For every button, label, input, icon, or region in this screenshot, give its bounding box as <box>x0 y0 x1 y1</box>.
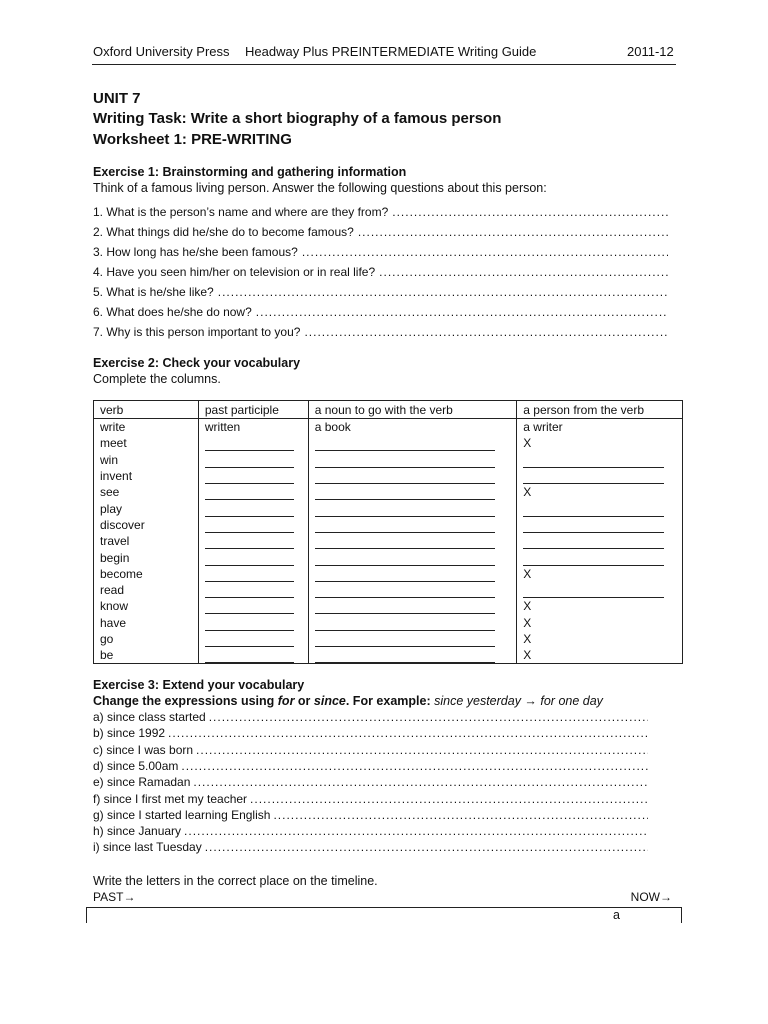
blank-line[interactable] <box>205 586 294 598</box>
cell-noun[interactable] <box>308 598 517 614</box>
answer-line[interactable] <box>256 305 668 319</box>
cell-noun[interactable] <box>308 615 517 631</box>
blank-line[interactable] <box>205 505 294 517</box>
expression-text: a) since class started <box>93 710 206 724</box>
cell-verb: win <box>94 452 199 468</box>
table-row <box>94 582 683 598</box>
table-row <box>94 631 683 647</box>
cell-pp[interactable] <box>198 533 308 549</box>
keyword-for: for <box>277 694 295 708</box>
header-year: 2011-12 <box>627 44 674 59</box>
table-row <box>94 647 683 664</box>
exercise-1-title: Exercise 1: Brainstorming and gathering information <box>93 165 407 179</box>
column-header-verb: verb <box>94 401 199 419</box>
cell-verb: write <box>94 419 199 436</box>
writing-task-title: Writing Task: Write a short biography of a famous person <box>93 110 502 127</box>
cell-noun[interactable] <box>308 452 517 468</box>
cell-pp[interactable] <box>198 468 308 484</box>
cell-noun[interactable] <box>308 435 517 451</box>
question-text: 5. What is he/she like? <box>93 285 214 299</box>
expression-item <box>93 759 648 773</box>
expression-item <box>93 775 648 789</box>
question-2 <box>93 225 668 239</box>
timeline-instruction: Write the letters in the correct place on the timeline. <box>93 874 378 888</box>
blank-line[interactable] <box>205 472 294 484</box>
question-text: 2. What things did he/she do to become famous? <box>93 225 354 239</box>
expression-item <box>93 792 648 806</box>
table-row <box>94 549 683 565</box>
header-divider <box>92 64 676 65</box>
blank-line[interactable] <box>205 554 294 566</box>
cell-person: a writer <box>517 419 683 436</box>
blank-line[interactable] <box>315 521 495 533</box>
question-3 <box>93 245 668 259</box>
blank-line[interactable] <box>205 651 294 663</box>
cell-pp[interactable] <box>198 500 308 516</box>
cell-person[interactable] <box>517 582 683 598</box>
cell-person: X <box>517 566 683 582</box>
expression-text: e) since Ramadan <box>93 775 191 790</box>
cell-noun[interactable] <box>308 468 517 484</box>
worksheet-title: Worksheet 1: PRE-WRITING <box>93 131 292 148</box>
cell-pp[interactable] <box>198 549 308 565</box>
answer-line[interactable] <box>392 205 668 219</box>
blank-line[interactable] <box>523 472 664 484</box>
question-1 <box>93 205 668 219</box>
blank-line[interactable] <box>315 472 495 484</box>
cell-pp[interactable] <box>198 631 308 647</box>
cell-pp[interactable] <box>198 452 308 468</box>
cell-noun: a book <box>308 419 517 436</box>
instruction-part-3: . For example: <box>345 694 435 708</box>
timeline-end-tick <box>681 907 682 923</box>
question-text: 6. What does he/she do now? <box>93 305 252 319</box>
blank-line[interactable] <box>523 521 664 533</box>
cell-verb: see <box>94 484 199 500</box>
blank-line[interactable] <box>315 505 495 517</box>
blank-line[interactable] <box>315 651 495 663</box>
question-7 <box>93 325 668 339</box>
cell-pp[interactable] <box>198 598 308 614</box>
blank-line[interactable] <box>205 439 294 451</box>
cell-person[interactable] <box>517 533 683 549</box>
answer-line[interactable] <box>181 759 648 773</box>
answer-line[interactable] <box>209 710 648 724</box>
table-row <box>94 484 683 500</box>
cell-noun[interactable] <box>308 582 517 598</box>
blank-line[interactable] <box>315 586 495 598</box>
blank-line[interactable] <box>205 635 294 647</box>
cell-noun[interactable] <box>308 517 517 533</box>
cell-verb: know <box>94 598 199 614</box>
timeline-past-label: PAST→ <box>93 890 136 904</box>
column-header-person: a person from the verb <box>517 401 683 419</box>
cell-noun[interactable] <box>308 484 517 500</box>
blank-line[interactable] <box>315 456 495 468</box>
instruction-part-2: or <box>294 694 314 708</box>
expression-text: b) since 1992 <box>93 726 166 741</box>
cell-person: X <box>517 647 683 664</box>
table-row <box>94 452 683 468</box>
blank-line[interactable] <box>315 619 495 631</box>
cell-verb: go <box>94 631 199 647</box>
answer-line[interactable] <box>193 775 648 789</box>
blank-line[interactable] <box>315 488 495 500</box>
question-text: 7. Why is this person important to you? <box>93 325 301 339</box>
question-5 <box>93 285 668 299</box>
answer-line[interactable] <box>304 325 668 339</box>
question-text: 1. What is the person’s name and where are they from? <box>93 205 389 219</box>
cell-verb: invent <box>94 468 199 484</box>
answer-line[interactable] <box>184 824 648 838</box>
expression-text: f) since I first met my teacher <box>93 791 248 806</box>
blank-line[interactable] <box>523 554 664 566</box>
table-row <box>94 566 683 582</box>
answer-line[interactable] <box>302 245 668 259</box>
question-4 <box>93 265 668 279</box>
blank-line[interactable] <box>315 635 495 647</box>
timeline-start-tick <box>86 907 87 923</box>
cell-noun[interactable] <box>308 533 517 549</box>
table-row <box>94 419 683 436</box>
blank-line[interactable] <box>523 586 664 598</box>
header-book-title: Headway Plus PREINTERMEDIATE Writing Guide <box>245 44 537 59</box>
blank-line[interactable] <box>205 619 294 631</box>
cell-person: X <box>517 484 683 500</box>
answer-line[interactable] <box>358 225 668 239</box>
timeline-line <box>86 907 682 908</box>
blank-line[interactable] <box>523 456 664 468</box>
header-publisher: Oxford University Press <box>93 44 230 59</box>
expression-item <box>93 824 648 838</box>
expression-text: h) since January <box>93 824 182 839</box>
question-6 <box>93 305 668 319</box>
blank-line[interactable] <box>205 537 294 549</box>
exercise-1-instruction: Think of a famous living person. Answer the following questions about this person: <box>93 181 547 195</box>
expression-item <box>93 808 648 822</box>
answer-line[interactable] <box>379 265 668 279</box>
cell-verb: begin <box>94 549 199 565</box>
blank-line[interactable] <box>315 570 495 582</box>
table-row <box>94 517 683 533</box>
expression-text: c) since I was born <box>93 742 194 757</box>
table-row <box>94 533 683 549</box>
blank-line[interactable] <box>523 537 664 549</box>
blank-line[interactable] <box>205 521 294 533</box>
blank-line[interactable] <box>205 570 294 582</box>
cell-pp[interactable] <box>198 517 308 533</box>
column-header-past-participle: past participle <box>198 401 308 419</box>
table-header-row <box>94 401 683 419</box>
expression-item <box>93 840 648 854</box>
expression-text: g) since I started learning English <box>93 807 271 822</box>
example-text: since yesterday → for one day <box>434 694 603 708</box>
timeline-labels <box>86 890 682 904</box>
cell-person[interactable] <box>517 500 683 516</box>
cell-person[interactable] <box>517 549 683 565</box>
table-row <box>94 468 683 484</box>
cell-noun[interactable] <box>308 500 517 516</box>
answer-line[interactable] <box>218 285 668 299</box>
cell-person[interactable] <box>517 452 683 468</box>
cell-verb: become <box>94 566 199 582</box>
timeline-now-label: NOW→ <box>630 890 672 904</box>
exercise-3-instruction <box>93 694 603 708</box>
cell-pp[interactable] <box>198 647 308 664</box>
cell-person[interactable] <box>517 468 683 484</box>
cell-noun[interactable] <box>308 631 517 647</box>
blank-line[interactable] <box>315 537 495 549</box>
cell-person[interactable] <box>517 517 683 533</box>
cell-noun[interactable] <box>308 647 517 664</box>
blank-line[interactable] <box>315 439 495 451</box>
cell-pp[interactable] <box>198 566 308 582</box>
answer-line[interactable] <box>273 808 648 822</box>
keyword-since: since <box>313 694 346 708</box>
expression-text: d) since 5.00am <box>93 758 179 773</box>
blank-line[interactable] <box>523 505 664 517</box>
instruction-part-1: Change the expressions using <box>93 694 278 708</box>
blank-line[interactable] <box>205 602 294 614</box>
cell-person: X <box>517 598 683 614</box>
cell-verb: play <box>94 500 199 516</box>
cell-person: X <box>517 631 683 647</box>
answer-line[interactable] <box>168 726 648 740</box>
vocabulary-table <box>93 400 683 664</box>
cell-person: X <box>517 615 683 631</box>
question-text: 3. How long has he/she been famous? <box>93 245 298 259</box>
cell-pp: written <box>198 419 308 436</box>
table-row <box>94 615 683 631</box>
cell-verb: read <box>94 582 199 598</box>
cell-verb: travel <box>94 533 199 549</box>
blank-line[interactable] <box>205 488 294 500</box>
cell-person: X <box>517 435 683 451</box>
answer-line[interactable] <box>205 840 648 854</box>
cell-pp[interactable] <box>198 484 308 500</box>
exercise-2-instruction: Complete the columns. <box>93 372 221 386</box>
table-row <box>94 500 683 516</box>
expression-text: i) since last Tuesday <box>93 840 202 855</box>
cell-verb: meet <box>94 435 199 451</box>
expression-item <box>93 726 648 740</box>
exercise-3-title: Exercise 3: Extend your vocabulary <box>93 678 305 692</box>
expression-item <box>93 710 648 724</box>
blank-line[interactable] <box>205 456 294 468</box>
cell-pp[interactable] <box>198 615 308 631</box>
unit-title: UNIT 7 <box>93 90 141 107</box>
column-header-noun: a noun to go with the verb <box>308 401 517 419</box>
cell-verb: have <box>94 615 199 631</box>
cell-pp[interactable] <box>198 582 308 598</box>
cell-verb: discover <box>94 517 199 533</box>
expression-item <box>93 743 648 757</box>
answer-line[interactable] <box>196 743 648 757</box>
answer-line[interactable] <box>250 792 648 806</box>
cell-noun[interactable] <box>308 549 517 565</box>
cell-pp[interactable] <box>198 435 308 451</box>
question-text: 4. Have you seen him/her on television or in real life? <box>93 265 376 279</box>
table-row <box>94 435 683 451</box>
cell-noun[interactable] <box>308 566 517 582</box>
blank-line[interactable] <box>315 602 495 614</box>
blank-line[interactable] <box>315 554 495 566</box>
cell-verb: be <box>94 647 199 664</box>
exercise-2-title: Exercise 2: Check your vocabulary <box>93 356 301 370</box>
timeline-marker-a: a <box>613 908 620 922</box>
table-row <box>94 598 683 614</box>
